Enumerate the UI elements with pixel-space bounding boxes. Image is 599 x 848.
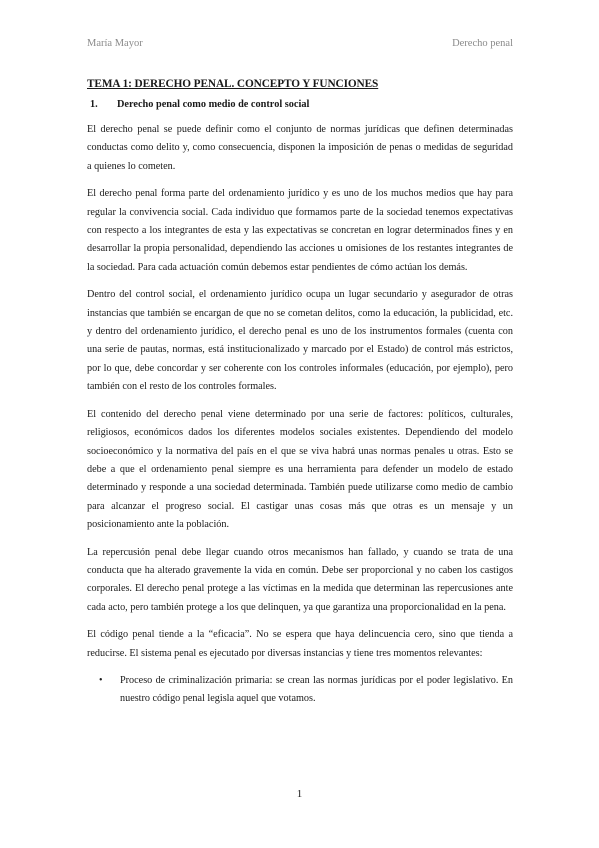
section-heading-text: Derecho penal como medio de control social (117, 99, 310, 110)
bullet-icon: • (99, 674, 103, 686)
list-item (87, 672, 513, 709)
section-number: 1. (90, 99, 98, 110)
header-subject: Derecho penal (452, 38, 513, 49)
section-heading (87, 99, 513, 110)
paragraph: La repercusión penal debe llegar cuando otros mecanismos han fallado, y cuando se trata de una conducta que ha alterado gravemente la vida en común. Debe ser proporcional y no caben los castigos corporales. El derecho penal protege a las víctimas en la medida que determinan las repercusiones ante cada acto, pero también protege a los que delinquen, ya que garantiza una proporcionalidad en la pena. (87, 546, 513, 613)
paragraph: El derecho penal se puede definir como el conjunto de normas jurídicas que definen determinadas conductas como delito y, como consecuencia, disponen la imposición de penas o medidas de seguridad a quienes lo cometen. (87, 124, 513, 172)
page-number: 1 (296, 788, 303, 800)
list-item-text: Proceso de criminalización primaria: se crean las normas jurídicas por el poder legislativo. En nuestro código penal legisla aquel que votamos. (120, 674, 513, 705)
header-author: María Mayor (87, 38, 143, 49)
paragraph: El código penal tiende a la “eficacia”. No se espera que haya delincuencia cero, sino que tienda a reducirse. El sistema penal es ejecutado por diversas instancias y tiene tres momentos relevantes: (87, 629, 513, 659)
document-body (87, 78, 513, 709)
paragraph: El contenido del derecho penal viene determinado por una serie de factores: políticos, culturales, religiosos, económicos dados los diferentes modelos sociales existentes. Dependiendo del modelo socioeconómico y la normativa del país en el que se viva habrá unas normas penales u otras. Esto se debe a que el ordenamiento penal siempre es una herramienta para defender un modelo de estado determinado y responde a una sociedad determinada. También puede utilizarse como medio de cambio para alcanzar el progreso social. El castigar unas cosas más que otras es un mensaje y un posicionamiento ante la población. (87, 408, 513, 531)
paragraph: Dentro del control social, el ordenamiento jurídico ocupa un lugar secundario y asegurador de otras instancias que también se encargan de que no se cometan delitos, como la educación, la publicidad, etc. y dentro del ordenamiento jurídico, el derecho penal es uno de los instrumentos formales (cuenta con una serie de pautas, normas, está institucionalizado y marcado por el Estado) de control más estrictos, por lo que, debe concordar y ser coherente con los controles informales (educación, por ejemplo), pero también con el resto de los controles formales. (87, 289, 513, 393)
document-title: TEMA 1: DERECHO PENAL. CONCEPTO Y FUNCIONES (87, 78, 379, 90)
page-header (87, 38, 513, 49)
paragraph: El derecho penal forma parte del ordenamiento jurídico y es uno de los muchos medios que hay para regular la convivencia social. Cada individuo que formamos parte de la sociedad tenemos expectativas con respecto a los integrantes de esta y las expectativas se concretan en lograr determinados fines y en desarrollar la propia personalidad, dependiendo las acciones u omisiones de los restantes integrantes de la sociedad. Para cada actuación común debemos estar pendientes de cómo actúan los demás. (87, 188, 513, 273)
bullet-list (87, 672, 513, 709)
